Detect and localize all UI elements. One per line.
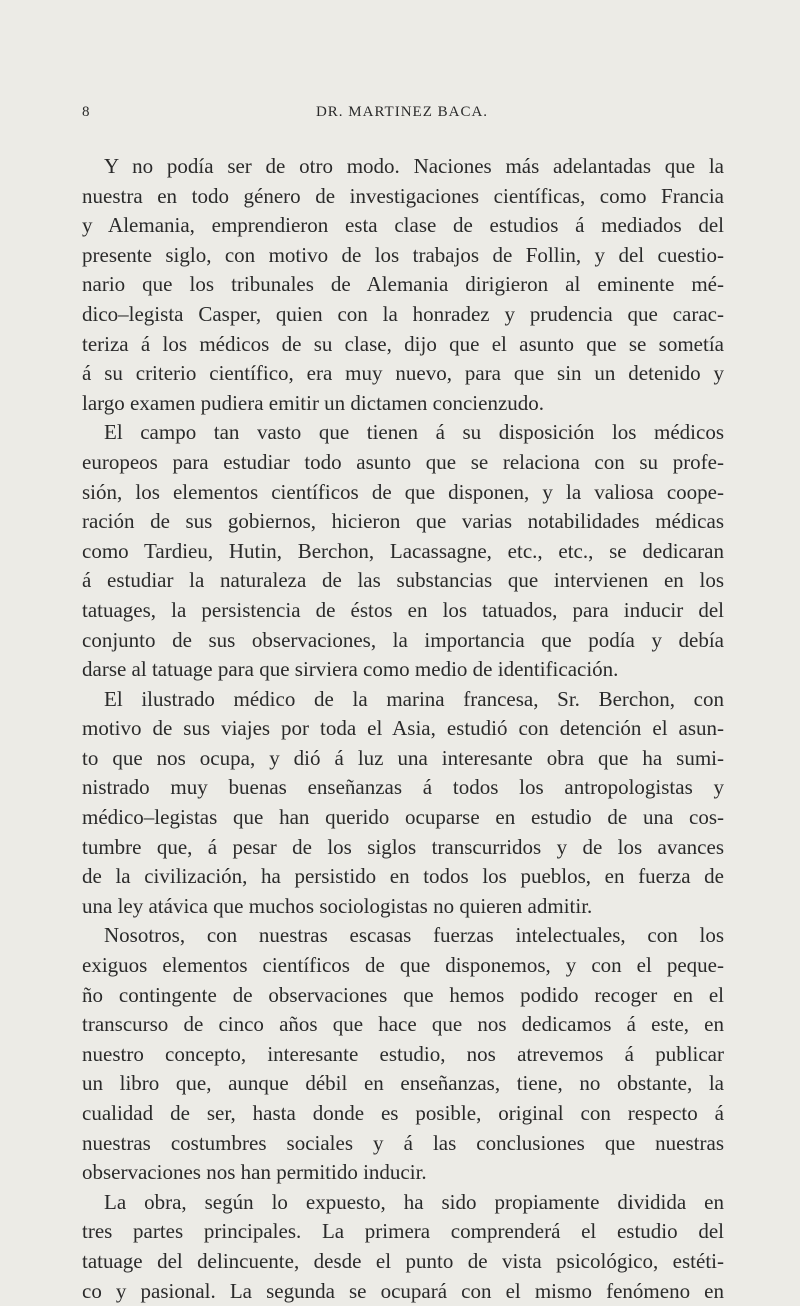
text-line: ración de sus gobiernos, hicieron que varias notabilidades médicas [82, 509, 724, 534]
text-line: médico–legistas que han querido ocuparse en estudio de una cos- [82, 805, 724, 830]
text-line: nistrado muy buenas enseñanzas á todos los antropologistas y [82, 775, 724, 800]
text-line: á estudiar la naturaleza de las substancias que intervienen en los [82, 568, 724, 593]
text-line: teriza á los médicos de su clase, dijo que el asunto que se sometía [82, 331, 724, 356]
text-line: tumbre que, á pesar de los siglos transcurridos y de los avances [82, 834, 724, 859]
text-line: á su criterio científico, era muy nuevo, para que sin un detenido y [82, 361, 724, 386]
text-line: tatuage del delincuente, desde el punto de vista psicológico, estéti- [82, 1248, 724, 1273]
text-line: europeos para estudiar todo asunto que se relaciona con su profe- [82, 449, 724, 474]
text-line: El campo tan vasto que tienen á su disposición los médicos [104, 420, 724, 445]
text-line: darse al tatuage para que sirviera como medio de identificación. [82, 657, 619, 682]
text-line: y Alemania, emprendieron esta clase de estudios á mediados del [82, 213, 724, 238]
text-line: presente siglo, con motivo de los trabajos de Follin, y del cuestio- [82, 242, 724, 267]
text-line: tres partes principales. La primera comprenderá el estudio del [82, 1219, 724, 1244]
text-line: ño contingente de observaciones que hemos podido recoger en el [82, 982, 724, 1007]
text-line: transcurso de cinco años que hace que nos dedicamos á este, en [82, 1012, 724, 1037]
text-line: una ley atávica que muchos sociologistas no quieren admitir. [82, 893, 593, 918]
text-line: tatuages, la persistencia de éstos en los tatuados, para inducir del [82, 597, 724, 622]
text-line: como Tardieu, Hutin, Berchon, Lacassagne, etc., etc., se dedicaran [82, 538, 724, 563]
text-line: dico–legista Casper, quien con la honradez y prudencia que carac- [82, 301, 724, 326]
text-line: nuestras costumbres sociales y á las conclusiones que nuestras [82, 1130, 724, 1155]
text-line: Y no podía ser de otro modo. Naciones más adelantadas que la [104, 154, 724, 178]
body-text [82, 152, 724, 1306]
text-line: co y pasional. La segunda se ocupará con el mismo fenómeno en [82, 1278, 724, 1303]
running-head: DR. MARTINEZ BACA. [315, 104, 489, 120]
text-line: nario que los tribunales de Alemania dirigieron al eminente mé- [82, 272, 724, 297]
text-line: La obra, según lo expuesto, ha sido propiamente dividida en [104, 1189, 724, 1214]
text-line: cualidad de ser, hasta donde es posible, original con respecto á [82, 1101, 724, 1125]
text-line: motivo de sus viajes por toda el Asia, estudió con detención el asun- [82, 716, 724, 741]
text-line: nuestro concepto, interesante estudio, nos atrevemos á publicar [82, 1041, 724, 1066]
text-line: observaciones nos han permitido inducir. [82, 1160, 427, 1185]
text-line: exiguos elementos científicos de que disponemos, y con el peque- [82, 953, 724, 978]
text-line: to que nos ocupa, y dió á luz una interesante obra que ha sumi- [82, 745, 724, 770]
text-line: El ilustrado médico de la marina francesa, Sr. Berchon, con [104, 686, 724, 711]
text-line: nuestra en todo género de investigaciones científicas, como Francia [82, 183, 724, 208]
page-number: 8 [82, 104, 90, 120]
page-header [82, 104, 722, 128]
text-line: sión, los elementos científicos de que disponen, y la valiosa coope- [82, 479, 724, 504]
text-line: de la civilización, ha persistido en todos los pueblos, en fuerza de [82, 864, 724, 889]
text-line: Nosotros, con nuestras escasas fuerzas intelectuales, con los [104, 923, 724, 948]
text-line: conjunto de sus observaciones, la importancia que podía y debía [82, 627, 724, 652]
text-line: un libro que, aunque débil en enseñanzas, tiene, no obstante, la [82, 1071, 724, 1096]
text-line: largo examen pudiera emitir un dictamen concienzudo. [82, 390, 545, 415]
